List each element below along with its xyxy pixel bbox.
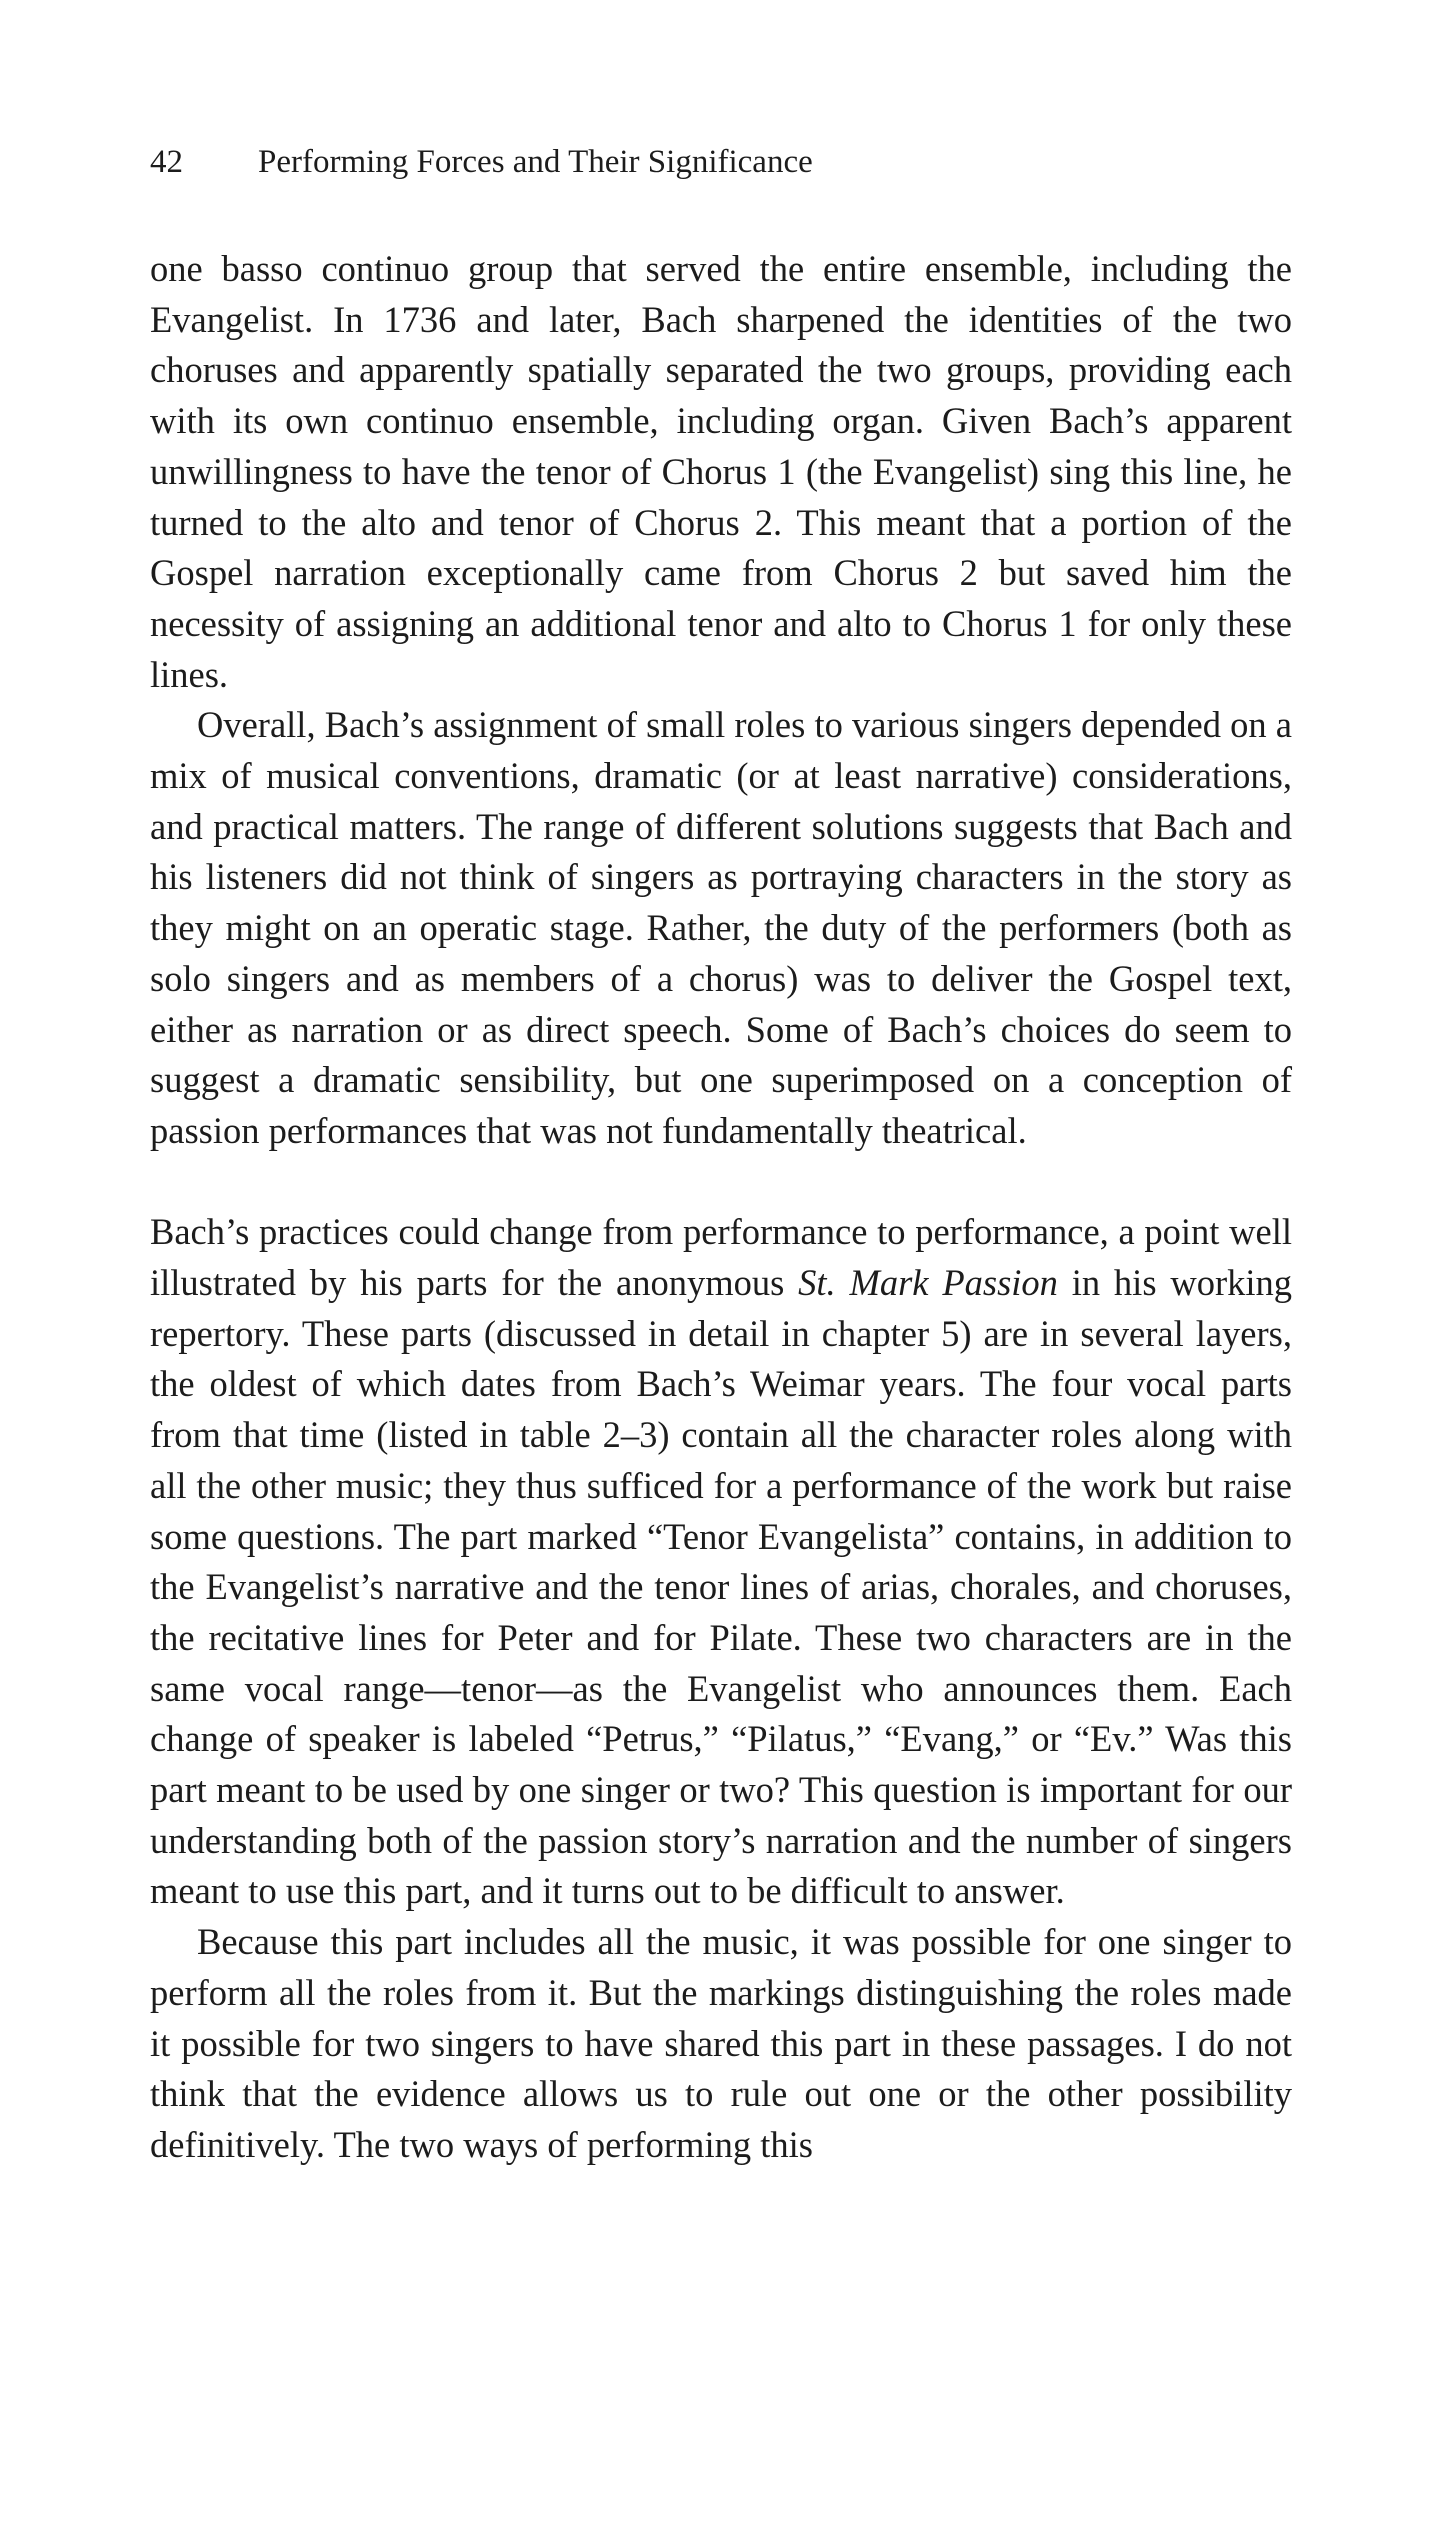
- work-title: St. Mark Passion: [798, 1262, 1058, 1304]
- paragraph-2: Overall, Bach’s assignment of small roles to various singers depended on a mix of musical conventions, dramatic (or at least narrative) considerations, and practical matters. The range of different solutions suggests that Bach and his listeners did not think of singers as portraying characters in the story as they might on an operatic stage. Rather, the duty of the performers (both as solo singers and as members of a chorus) was to deliver the Gospel text, either as narration or as direct speech. Some of Bach’s choices do seem to suggest a dramatic sensibility, but one superimposed on a conception of passion performances that was not fundamentally theatrical.: [150, 704, 1292, 1151]
- paragraph-3-text-a: Bach’s practices could change from performance to performance, a point well illustrated by his parts for the anonymous: [150, 1211, 1292, 1304]
- page-number: 42: [150, 144, 183, 180]
- body-text: [150, 244, 1292, 2171]
- paragraph-4: Because this part includes all the music, it was possible for one singer to perform all the roles from it. But the markings distinguishing the roles made it possible for two singers to have shared this part in these passages. I do not think that the evidence allows us to rule out one or the other possibility definitively. The two ways of performing this: [150, 1921, 1292, 2165]
- paragraph-3-text-b: in his working repertory. These parts (discussed in detail in chapter 5) are in several layers, the oldest of which dates from Bach’s Weimar years. The four vocal parts from that time (listed in table 2–3) contain all the character roles along with all the other music; they thus sufficed for a performance of the work but raise some questions. The part marked “Tenor Evangelista” contains, in addition to the Evangelist’s narrative and the tenor lines of arias, chorales, and choruses, the recitative lines for Peter and for Pilate. These two characters are in the same vocal range—tenor—as the Evangelist who announces them. Each change of speaker is labeled “Petrus,” “Pilatus,” “Evang,” or “Ev.” Was this part meant to be used by one singer or two? This question is important for our understanding both of the passion story’s narration and the number of singers meant to use this part, and it turns out to be difficult to answer.: [150, 1262, 1292, 1912]
- paragraph-3: [150, 1207, 1292, 1917]
- running-head: [150, 142, 1290, 182]
- running-title: Performing Forces and Their Significance: [258, 144, 813, 180]
- paragraph-1: one basso continuo group that served the entire ensemble, including the Evangelist. In 1736 and later, Bach sharpened the identities of the two choruses and apparently spatially separated the two groups, providing each with its own continuo ensemble, including organ. Given Bach’s apparent unwillingness to have the tenor of Chorus 1 (the Evangelist) sing this line, he turned to the alto and tenor of Chorus 2. This meant that a portion of the Gospel narration exceptionally came from Chorus 2 but saved him the necessity of assigning an additional tenor and alto to Chorus 1 for only these lines.: [150, 248, 1292, 695]
